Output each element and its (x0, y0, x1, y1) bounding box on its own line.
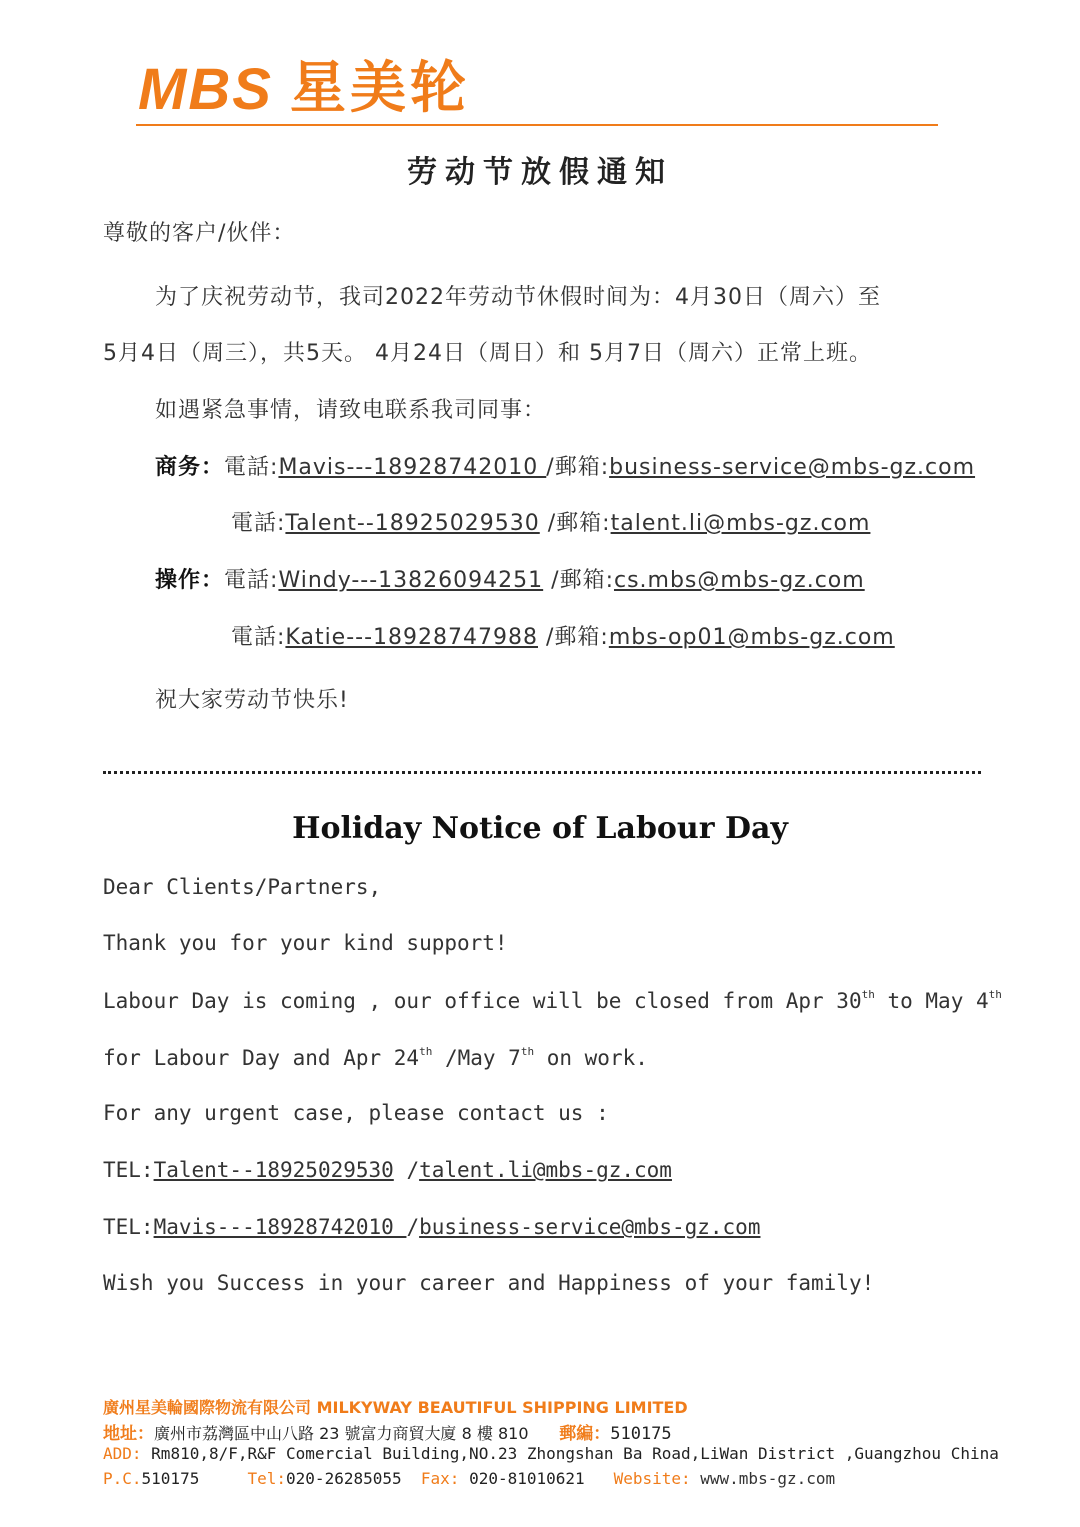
contact-email-link[interactable]: cs.mbs@mbs-gz.com (613, 568, 865, 593)
contact-phone-link[interactable]: Katie---18928747988 (285, 625, 538, 650)
cn-contact-row-business-2: 電話:Talent--18925029530 /郵箱:talent.li@mbs-gz.com (231, 511, 871, 536)
business-label: 商务： (155, 455, 225, 480)
en-wish: Wish you Success in your career and Happiness of your family! (103, 1271, 875, 1295)
en-contact-row-1: TEL:Talent--18925029530 /talent.li@mbs-gz.com (103, 1158, 672, 1182)
postcode-value: 510175 (610, 1424, 672, 1444)
en-text-segment: /May 7 (432, 1046, 521, 1070)
cn-contact-row-ops-1: 操作：電話:Windy---13826094251 /郵箱:cs.mbs@mbs-gz.com (155, 568, 865, 593)
en-text-segment: on work. (534, 1046, 648, 1070)
cn-notice-title: 劳动节放假通知 (407, 155, 673, 190)
add-label: ADD: (103, 1444, 142, 1463)
contact-phone-link[interactable]: Mavis---18928742010 (153, 1215, 407, 1239)
contact-email-link[interactable]: mbs-op01@mbs-gz.com (608, 625, 895, 650)
contact-phone-link[interactable]: Talent--18925029530 (285, 511, 540, 536)
header-divider (136, 124, 938, 126)
tel-label: 電話: (224, 455, 279, 480)
address-cn-value: 廣州市荔灣區中山八路 23 號富力商貿大廈 8 樓 810 (154, 1424, 529, 1443)
pc-label: P.C. (103, 1469, 142, 1488)
en-urgent-contact: For any urgent case, please contact us : (103, 1101, 609, 1125)
contact-phone-link[interactable]: Windy---13826094251 (278, 568, 544, 593)
tel-value: 020-26285055 (286, 1469, 402, 1488)
tel-label: 電話: (231, 511, 286, 536)
cn-paragraph-line-2: 5月4日（周三），共5天。 4月24日（周日）和 5月7日（周六）正常上班。 (103, 341, 872, 366)
en-text-segment: Labour Day is coming , our office will be closed from Apr 30 (103, 989, 862, 1013)
contact-phone-link[interactable]: Talent--18925029530 (153, 1158, 394, 1182)
fax-value: 020-81010621 (469, 1469, 585, 1488)
logo-mark: MBS (138, 57, 273, 122)
en-greeting: Dear Clients/Partners, (103, 875, 382, 899)
footer-company-name: 廣州星美輪國際物流有限公司 MILKYWAY BEAUTIFUL SHIPPING LIMITED (103, 1398, 688, 1417)
footer-address-en (103, 1444, 999, 1463)
mail-label: 郵箱: (554, 625, 609, 650)
mail-label: 郵箱: (554, 455, 610, 480)
website-label: Website: (613, 1469, 691, 1488)
cn-contact-row-ops-2: 電話:Katie---18928747988 /郵箱:mbs-op01@mbs-gz.com (231, 625, 895, 650)
address-en-value: Rm810,8/F,R&F Comercial Building,NO.23 Zhongshan Ba Road,LiWan District ,Guangzhou China (151, 1444, 999, 1463)
section-divider (103, 771, 981, 774)
superscript: th (861, 988, 875, 1001)
contact-email-link[interactable]: business-service@mbs-gz.com (609, 455, 976, 480)
en-thanks: Thank you for your kind support! (103, 931, 508, 955)
tel-label: 電話: (224, 568, 279, 593)
tel-prefix: TEL: (103, 1215, 154, 1239)
en-text-segment: for Labour Day and Apr 24 (103, 1046, 420, 1070)
cn-contact-intro: 如遇紧急事情，请致电联系我司同事： (155, 398, 547, 423)
website-link[interactable]: www.mbs-gz.com (700, 1469, 836, 1488)
tel-prefix: TEL: (103, 1158, 154, 1182)
superscript: th (520, 1045, 535, 1058)
footer-contact-line (103, 1469, 835, 1488)
mail-label: 郵箱: (556, 511, 611, 536)
fax-label: Fax: (420, 1469, 460, 1488)
en-contact-row-2: TEL:Mavis---18928742010 /business-service@mbs-gz.com (103, 1215, 761, 1239)
logo-chinese-name: 星美轮 (290, 56, 470, 121)
address-label: 地址： (103, 1424, 154, 1444)
operations-label: 操作： (155, 568, 225, 593)
contact-phone-link[interactable]: Mavis---18928742010 (278, 455, 547, 480)
mail-label: 郵箱: (559, 568, 614, 593)
footer-address-cn (103, 1419, 672, 1444)
superscript: th (988, 988, 1002, 1001)
cn-closing: 祝大家劳动节快乐! (155, 688, 349, 713)
contact-email-link[interactable]: business-service@mbs-gz.com (419, 1215, 761, 1239)
cn-greeting: 尊敬的客户/伙伴： (103, 221, 296, 246)
tel-label: Tel: (247, 1469, 287, 1488)
en-notice-title: Holiday Notice of Labour Day (292, 811, 788, 846)
contact-email-link[interactable]: talent.li@mbs-gz.com (419, 1158, 672, 1182)
pc-value: 510175 (141, 1469, 200, 1488)
postcode-label: 郵編： (559, 1424, 611, 1444)
en-closure-line-2 (103, 1045, 648, 1070)
tel-label: 電話: (231, 625, 286, 650)
en-closure-line-1 (103, 988, 1002, 1013)
cn-contact-row-business-1: 商务：電話:Mavis---18928742010 /郵箱:business-service@mbs-gz.com (155, 455, 976, 480)
superscript: th (419, 1045, 433, 1058)
contact-email-link[interactable]: talent.li@mbs-gz.com (610, 511, 871, 536)
en-text-segment: to May 4 (874, 989, 989, 1013)
cn-paragraph-line-1: 为了庆祝劳动节，我司2022年劳动节休假时间为：4月30日（周六）至 (155, 285, 881, 310)
